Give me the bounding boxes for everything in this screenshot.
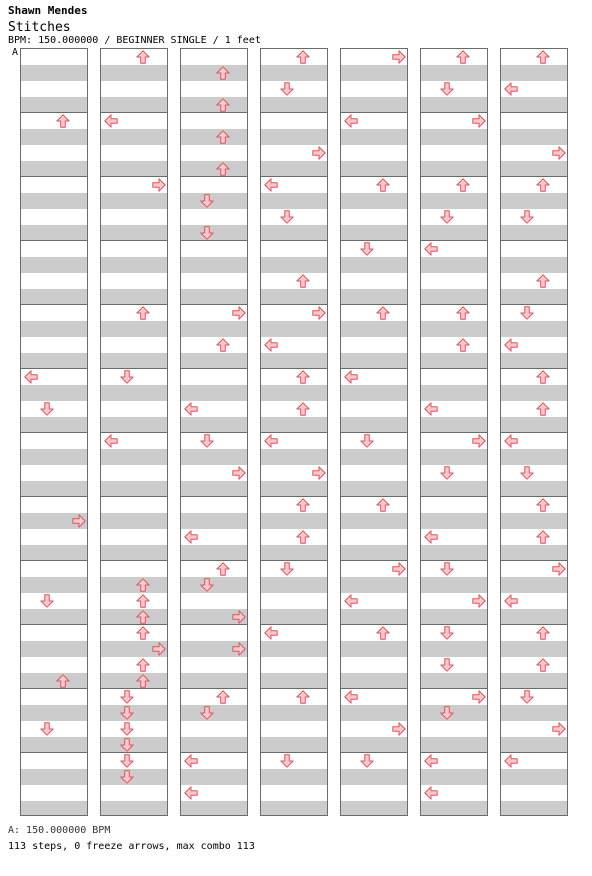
- step-stats: 113 steps, 0 freeze arrows, max combo 113: [8, 841, 255, 852]
- arrow-up-icon: [296, 370, 310, 384]
- arrow-up-icon: [56, 674, 70, 688]
- chart-column-5: [340, 48, 408, 816]
- arrow-down-icon: [440, 466, 454, 480]
- measure-line: [421, 432, 487, 433]
- measure-line: [261, 560, 327, 561]
- measure-line: [101, 176, 167, 177]
- measure-line: [101, 240, 167, 241]
- arrow-up-icon: [56, 114, 70, 128]
- arrow-left-icon: [344, 114, 358, 128]
- arrow-up-icon: [296, 530, 310, 544]
- chart-column-4: [260, 48, 328, 816]
- measure-line: [21, 240, 87, 241]
- arrow-down-icon: [120, 690, 134, 704]
- measure-line: [421, 496, 487, 497]
- measure-line: [21, 688, 87, 689]
- measure-line: [421, 304, 487, 305]
- arrow-left-icon: [184, 402, 198, 416]
- measure-line: [181, 112, 247, 113]
- measure-line: [341, 240, 407, 241]
- measure-line: [101, 368, 167, 369]
- arrow-up-icon: [536, 178, 550, 192]
- arrow-down-icon: [440, 210, 454, 224]
- measure-line: [181, 496, 247, 497]
- measure-line: [21, 304, 87, 305]
- arrow-up-icon: [216, 162, 230, 176]
- arrow-left-icon: [424, 242, 438, 256]
- measure-line: [421, 176, 487, 177]
- measure-line: [421, 560, 487, 561]
- measure-line: [261, 368, 327, 369]
- measure-line: [341, 688, 407, 689]
- measure-line: [421, 240, 487, 241]
- measure-line: [501, 432, 567, 433]
- measure-line: [341, 624, 407, 625]
- bpm-summary: A: 150.000000 BPM: [8, 825, 111, 836]
- arrow-down-icon: [40, 402, 54, 416]
- arrow-up-icon: [456, 306, 470, 320]
- arrow-up-icon: [536, 658, 550, 672]
- arrow-left-icon: [424, 530, 438, 544]
- arrow-up-icon: [136, 658, 150, 672]
- arrow-down-icon: [280, 754, 294, 768]
- arrow-up-icon: [136, 626, 150, 640]
- arrow-down-icon: [120, 770, 134, 784]
- arrow-up-icon: [536, 626, 550, 640]
- measure-line: [501, 496, 567, 497]
- arrow-down-icon: [440, 706, 454, 720]
- chart-column-2: [100, 48, 168, 816]
- measure-line: [261, 752, 327, 753]
- measure-line: [421, 624, 487, 625]
- bpm-marker: A: [12, 47, 19, 58]
- arrow-up-icon: [376, 498, 390, 512]
- arrow-left-icon: [264, 434, 278, 448]
- arrow-down-icon: [120, 738, 134, 752]
- measure-line: [501, 176, 567, 177]
- arrow-left-icon: [344, 690, 358, 704]
- song-artist: Shawn Mendes: [8, 4, 88, 17]
- measure-line: [341, 368, 407, 369]
- arrow-up-icon: [536, 370, 550, 384]
- arrow-up-icon: [376, 306, 390, 320]
- measure-line: [261, 176, 327, 177]
- arrow-left-icon: [504, 338, 518, 352]
- measure-line: [261, 112, 327, 113]
- arrow-down-icon: [520, 690, 534, 704]
- arrow-up-icon: [216, 98, 230, 112]
- measure-line: [181, 304, 247, 305]
- arrow-up-icon: [136, 578, 150, 592]
- arrow-up-icon: [456, 178, 470, 192]
- arrow-left-icon: [504, 754, 518, 768]
- arrow-down-icon: [200, 226, 214, 240]
- arrow-right-icon: [472, 114, 486, 128]
- measure-line: [341, 432, 407, 433]
- arrow-down-icon: [200, 194, 214, 208]
- arrow-left-icon: [264, 178, 278, 192]
- arrow-down-icon: [120, 722, 134, 736]
- arrow-up-icon: [296, 402, 310, 416]
- measure-line: [421, 688, 487, 689]
- arrow-left-icon: [504, 434, 518, 448]
- arrow-up-icon: [296, 690, 310, 704]
- measure-line: [21, 624, 87, 625]
- arrow-up-icon: [456, 338, 470, 352]
- measure-line: [501, 560, 567, 561]
- arrow-right-icon: [392, 562, 406, 576]
- arrow-down-icon: [520, 466, 534, 480]
- measure-line: [101, 496, 167, 497]
- arrow-right-icon: [552, 146, 566, 160]
- arrow-left-icon: [104, 434, 118, 448]
- arrow-left-icon: [264, 626, 278, 640]
- measure-line: [21, 496, 87, 497]
- arrow-down-icon: [200, 578, 214, 592]
- arrow-down-icon: [440, 562, 454, 576]
- arrow-down-icon: [120, 706, 134, 720]
- measure-line: [101, 560, 167, 561]
- measure-line: [421, 112, 487, 113]
- arrow-up-icon: [136, 594, 150, 608]
- measure-line: [261, 432, 327, 433]
- arrow-up-icon: [456, 50, 470, 64]
- arrow-down-icon: [280, 562, 294, 576]
- arrow-right-icon: [472, 434, 486, 448]
- arrow-down-icon: [280, 210, 294, 224]
- measure-line: [21, 560, 87, 561]
- arrow-right-icon: [472, 690, 486, 704]
- arrow-left-icon: [504, 82, 518, 96]
- arrow-right-icon: [552, 562, 566, 576]
- measure-line: [501, 752, 567, 753]
- measure-line: [101, 304, 167, 305]
- measure-line: [181, 368, 247, 369]
- arrow-up-icon: [216, 690, 230, 704]
- measure-line: [181, 560, 247, 561]
- arrow-up-icon: [536, 530, 550, 544]
- measure-line: [261, 624, 327, 625]
- arrow-up-icon: [296, 498, 310, 512]
- arrow-right-icon: [72, 514, 86, 528]
- measure-line: [261, 240, 327, 241]
- measure-line: [101, 432, 167, 433]
- measure-line: [181, 240, 247, 241]
- arrow-up-icon: [136, 50, 150, 64]
- arrow-down-icon: [200, 706, 214, 720]
- arrow-right-icon: [472, 594, 486, 608]
- arrow-left-icon: [184, 754, 198, 768]
- arrow-left-icon: [184, 786, 198, 800]
- arrow-left-icon: [424, 754, 438, 768]
- arrow-right-icon: [312, 146, 326, 160]
- arrow-right-icon: [552, 722, 566, 736]
- arrow-down-icon: [440, 626, 454, 640]
- arrow-down-icon: [120, 370, 134, 384]
- arrow-up-icon: [296, 274, 310, 288]
- arrow-left-icon: [104, 114, 118, 128]
- measure-line: [501, 688, 567, 689]
- measure-line: [101, 112, 167, 113]
- arrow-down-icon: [520, 306, 534, 320]
- measure-line: [421, 752, 487, 753]
- chart-column-3: [180, 48, 248, 816]
- measure-line: [341, 496, 407, 497]
- arrow-up-icon: [216, 338, 230, 352]
- arrow-down-icon: [40, 722, 54, 736]
- arrow-left-icon: [504, 594, 518, 608]
- measure-line: [421, 368, 487, 369]
- arrow-down-icon: [440, 658, 454, 672]
- arrow-right-icon: [232, 642, 246, 656]
- measure-line: [261, 496, 327, 497]
- measure-line: [101, 752, 167, 753]
- arrow-right-icon: [312, 306, 326, 320]
- measure-line: [181, 688, 247, 689]
- chart-column-6: [420, 48, 488, 816]
- measure-line: [501, 240, 567, 241]
- song-title: Stitches: [8, 20, 71, 35]
- arrow-down-icon: [280, 82, 294, 96]
- measure-line: [501, 368, 567, 369]
- arrow-up-icon: [376, 178, 390, 192]
- arrow-up-icon: [536, 498, 550, 512]
- measure-line: [501, 304, 567, 305]
- measure-line: [21, 432, 87, 433]
- arrow-right-icon: [152, 178, 166, 192]
- measure-line: [501, 112, 567, 113]
- arrow-up-icon: [296, 50, 310, 64]
- measure-line: [341, 560, 407, 561]
- arrow-right-icon: [392, 722, 406, 736]
- arrow-left-icon: [424, 402, 438, 416]
- arrow-right-icon: [392, 50, 406, 64]
- measure-line: [261, 688, 327, 689]
- arrow-up-icon: [536, 50, 550, 64]
- arrow-down-icon: [360, 242, 374, 256]
- arrow-down-icon: [520, 210, 534, 224]
- chart-column-7: [500, 48, 568, 816]
- arrow-up-icon: [216, 130, 230, 144]
- arrow-up-icon: [136, 610, 150, 624]
- arrow-up-icon: [136, 674, 150, 688]
- measure-line: [101, 688, 167, 689]
- arrow-down-icon: [360, 754, 374, 768]
- arrow-up-icon: [536, 402, 550, 416]
- measure-line: [181, 752, 247, 753]
- arrow-right-icon: [232, 610, 246, 624]
- measure-line: [21, 752, 87, 753]
- measure-line: [341, 176, 407, 177]
- arrow-right-icon: [312, 466, 326, 480]
- measure-line: [341, 752, 407, 753]
- arrow-up-icon: [216, 562, 230, 576]
- arrow-up-icon: [136, 306, 150, 320]
- arrow-down-icon: [40, 594, 54, 608]
- measure-line: [21, 176, 87, 177]
- arrow-down-icon: [120, 754, 134, 768]
- arrow-left-icon: [344, 594, 358, 608]
- arrow-down-icon: [200, 434, 214, 448]
- measure-line: [341, 112, 407, 113]
- measure-line: [101, 624, 167, 625]
- measure-line: [501, 624, 567, 625]
- arrow-left-icon: [344, 370, 358, 384]
- arrow-right-icon: [152, 642, 166, 656]
- measure-line: [181, 432, 247, 433]
- arrow-up-icon: [216, 66, 230, 80]
- measure-line: [341, 304, 407, 305]
- measure-line: [181, 624, 247, 625]
- measure-line: [21, 368, 87, 369]
- measure-line: [21, 112, 87, 113]
- arrow-down-icon: [440, 82, 454, 96]
- arrow-left-icon: [424, 786, 438, 800]
- arrow-up-icon: [376, 626, 390, 640]
- chart-info: BPM: 150.000000 / BEGINNER SINGLE / 1 feet: [8, 35, 261, 46]
- measure-line: [181, 176, 247, 177]
- arrow-up-icon: [536, 274, 550, 288]
- measure-line: [261, 304, 327, 305]
- arrow-down-icon: [360, 434, 374, 448]
- chart-column-1: [20, 48, 88, 816]
- arrow-right-icon: [232, 466, 246, 480]
- arrow-left-icon: [184, 530, 198, 544]
- arrow-left-icon: [24, 370, 38, 384]
- arrow-right-icon: [232, 306, 246, 320]
- arrow-left-icon: [264, 338, 278, 352]
